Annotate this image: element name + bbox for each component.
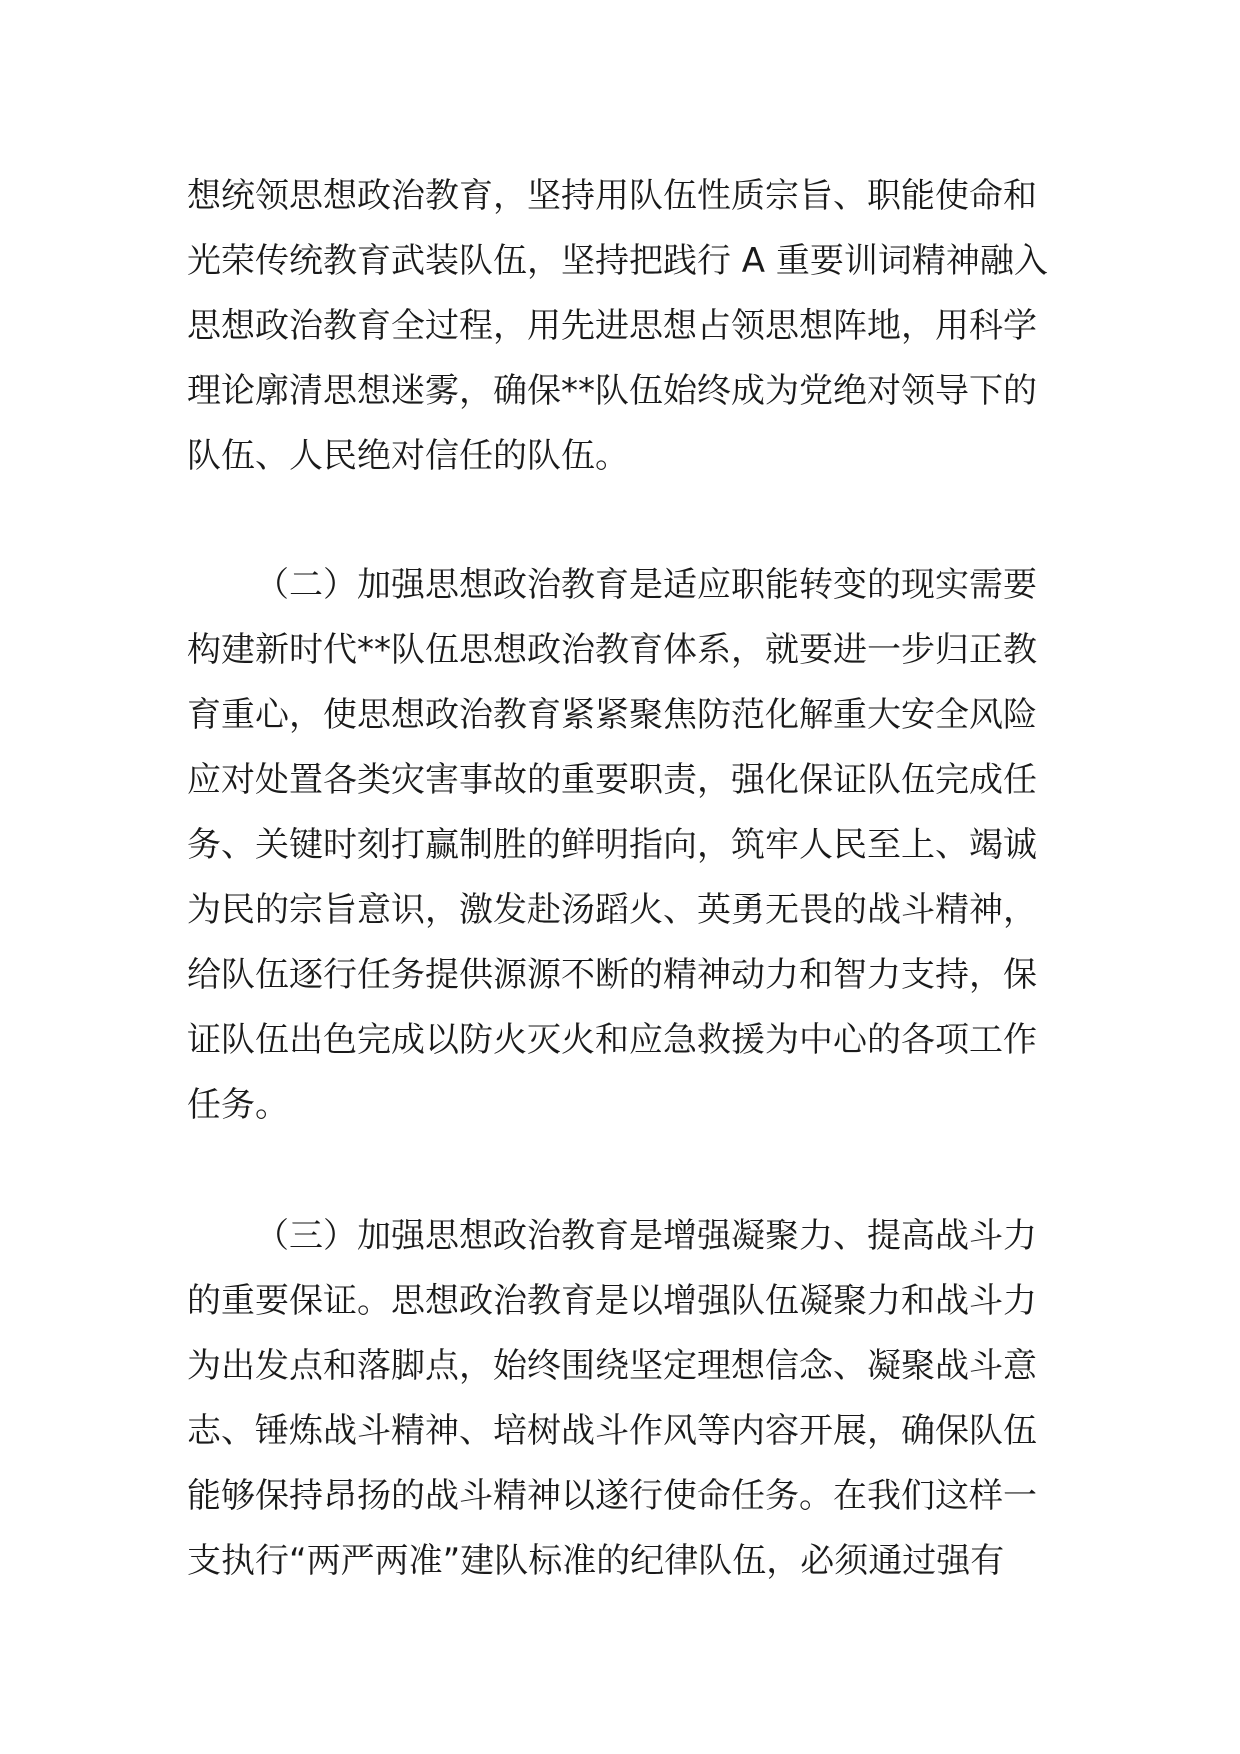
text-line: 为民的宗旨意识，激发赴汤蹈火、英勇无畏的战斗精神，: [187, 890, 1037, 930]
text-line: 育重心，使思想政治教育紧紧聚焦防范化解重大安全风险: [187, 695, 1037, 735]
text-line: 光荣传统教育武装队伍，坚持把践行 A 重要训词精神融入: [187, 241, 1048, 281]
section-heading-line: （二）加强思想政治教育是适应职能转变的现实需要: [255, 565, 1037, 605]
paragraph-2: [187, 553, 1067, 1138]
text-line: 的重要保证。思想政治教育是以增强队伍凝聚力和战斗力: [187, 1281, 1037, 1321]
text-line: 务、关键时刻打赢制胜的鲜明指向，筑牢人民至上、竭诚: [187, 825, 1037, 865]
text-line: 志、锤炼战斗精神、培树战斗作风等内容开展，确保队伍: [187, 1411, 1037, 1451]
text-line: 任务。: [187, 1085, 289, 1125]
paragraph-1: [187, 164, 1067, 489]
text-line: 思想政治教育全过程，用先进思想占领思想阵地，用科学: [187, 306, 1037, 346]
text-line: 应对处置各类灾害事故的重要职责，强化保证队伍完成任: [187, 760, 1037, 800]
text-line: 构建新时代**队伍思想政治教育体系，就要进一步归正教: [187, 630, 1037, 670]
text-line: 队伍、人民绝对信任的队伍。: [187, 436, 629, 476]
text-line: 能够保持昂扬的战斗精神以遂行使命任务。在我们这样一: [187, 1476, 1037, 1516]
paragraph-3: [187, 1204, 1067, 1594]
section-heading-line: （三）加强思想政治教育是增强凝聚力、提高战斗力: [255, 1216, 1037, 1256]
text-line: 想统领思想政治教育，坚持用队伍性质宗旨、职能使命和: [187, 176, 1037, 216]
text-line: 支执行“两严两准”建队标准的纪律队伍，必须通过强有: [187, 1541, 1005, 1581]
text-line: 证队伍出色完成以防火灭火和应急救援为中心的各项工作: [187, 1020, 1037, 1060]
text-line: 理论廓清思想迷雾，确保**队伍始终成为党绝对领导下的: [187, 371, 1037, 411]
text-line: 给队伍逐行任务提供源源不断的精神动力和智力支持，保: [187, 955, 1037, 995]
text-line: 为出发点和落脚点，始终围绕坚定理想信念、凝聚战斗意: [187, 1346, 1037, 1386]
